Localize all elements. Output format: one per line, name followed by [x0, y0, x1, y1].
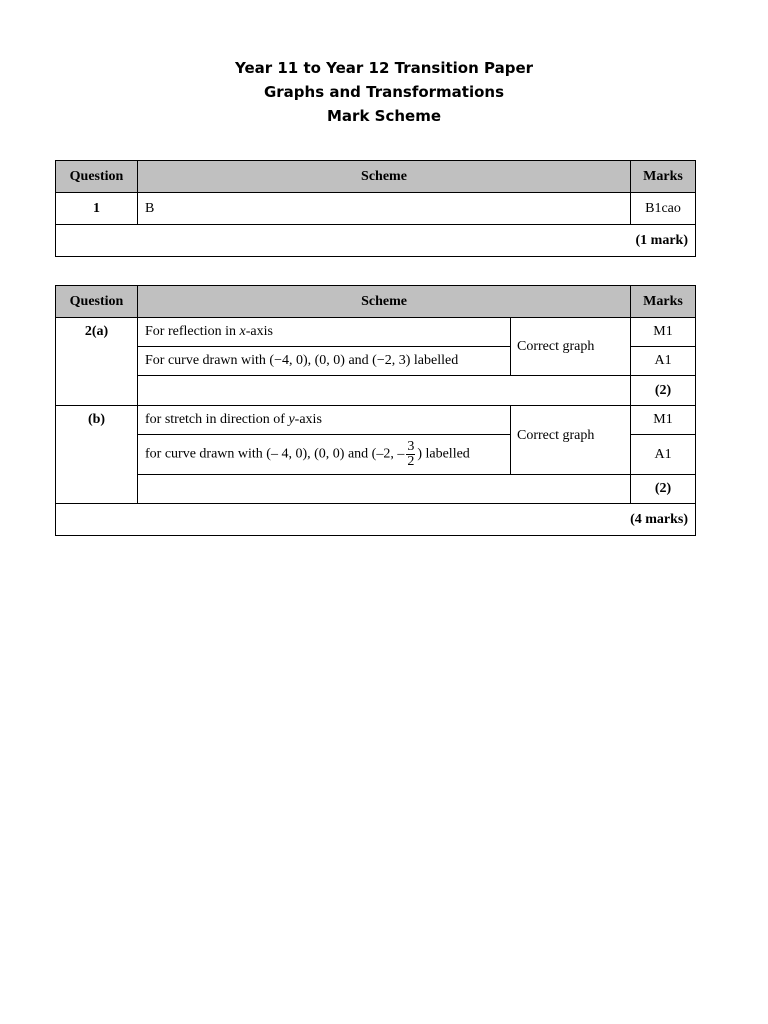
part-a-method	[138, 318, 511, 347]
question-1-table	[55, 160, 696, 257]
paper-topic: Graphs and Transformations	[263, 83, 505, 101]
part-a-method-text: For reflection in	[145, 324, 240, 339]
subtotal-row	[56, 475, 696, 504]
scheme-header: Scheme	[138, 161, 631, 193]
question-total: (1 mark)	[56, 225, 696, 257]
question-header: Question	[56, 161, 138, 193]
part-a-label: 2(a)	[56, 318, 138, 406]
mark-code: B1cao	[631, 193, 696, 225]
part-b-label: (b)	[56, 406, 138, 504]
part-a-axis-var: x	[239, 324, 246, 339]
part-b-axis-var: y	[288, 412, 295, 427]
part-b-mark-2: A1	[631, 435, 696, 475]
total-row	[56, 504, 696, 536]
blank-cell	[138, 376, 631, 406]
part-b-subtotal: (2)	[631, 475, 696, 504]
question-total: (4 marks)	[56, 504, 696, 536]
table-row	[56, 193, 696, 225]
question-number: 1	[56, 193, 138, 225]
scheme-answer: B	[138, 193, 631, 225]
part-a-subtotal: (2)	[631, 376, 696, 406]
part-b-accuracy-text: for curve drawn with (– 4, 0), (0, 0) and (–2, –	[145, 446, 405, 462]
part-b-accuracy	[138, 435, 511, 475]
question-2-table	[55, 285, 696, 536]
part-b-note: Correct graph	[511, 406, 631, 475]
part-a-mark-1: M1	[631, 318, 696, 347]
subtotal-row	[56, 376, 696, 406]
question-header: Question	[56, 286, 138, 318]
paper-title: Year 11 to Year 12 Transition Paper	[234, 59, 534, 77]
blank-cell	[138, 475, 631, 504]
table-row	[56, 406, 696, 435]
title-block	[0, 56, 768, 128]
part-a-accuracy: For curve drawn with (−4, 0), (0, 0) and (−2, 3) labelled	[138, 347, 511, 376]
part-b-accuracy-suffix: ) labelled	[417, 446, 470, 462]
fraction-denominator: 2	[407, 454, 415, 469]
fraction-numerator: 3	[407, 439, 415, 454]
paper-subtitle: Mark Scheme	[327, 107, 441, 125]
part-a-note: Correct graph	[511, 318, 631, 376]
marks-header: Marks	[631, 286, 696, 318]
marks-header: Marks	[631, 161, 696, 193]
fraction	[406, 440, 415, 469]
part-a-mark-2: A1	[631, 347, 696, 376]
part-b-method-text: for stretch in direction of	[145, 412, 289, 427]
part-b-method	[138, 406, 511, 435]
scheme-header: Scheme	[138, 286, 631, 318]
total-row	[56, 225, 696, 257]
part-a-method-suffix: -axis	[245, 324, 273, 339]
table-row	[56, 318, 696, 347]
part-b-mark-1: M1	[631, 406, 696, 435]
part-b-method-suffix: -axis	[294, 412, 322, 427]
header-row	[56, 286, 696, 318]
header-row	[56, 161, 696, 193]
